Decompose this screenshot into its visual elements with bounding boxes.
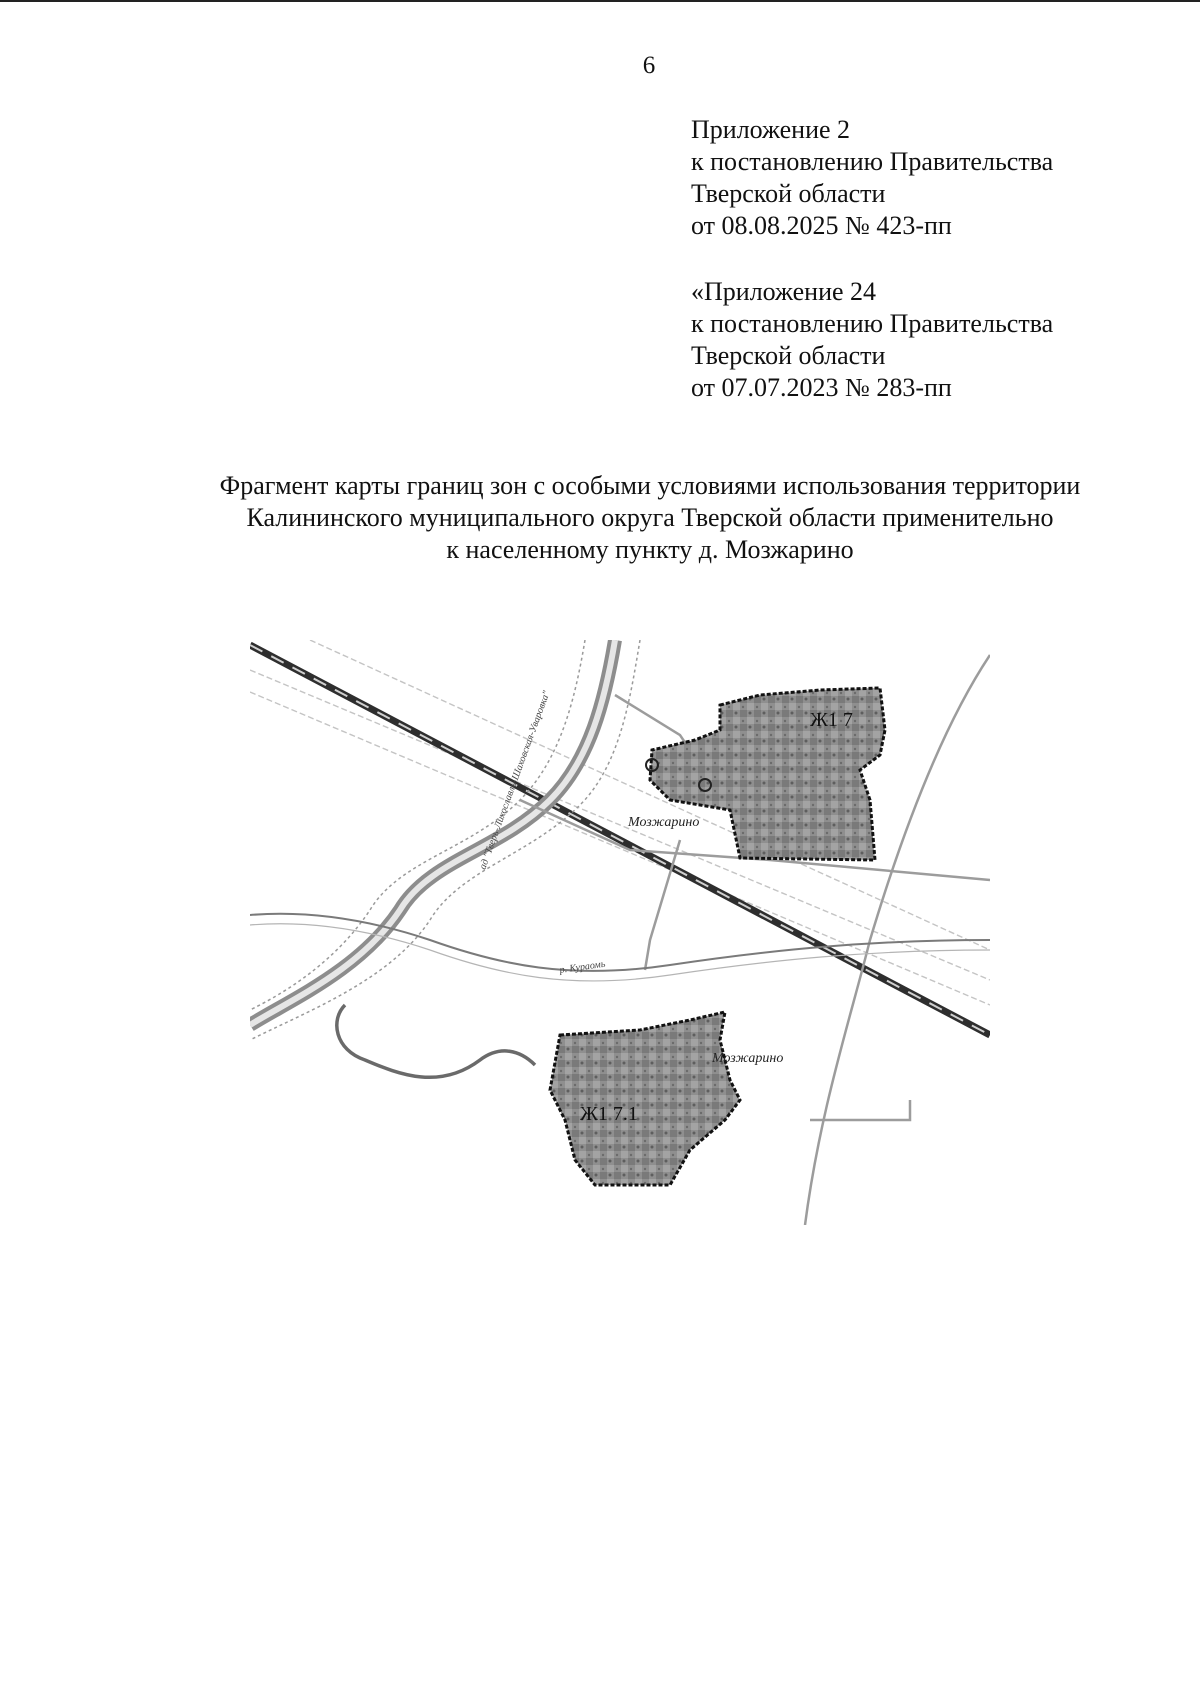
appendix-current-block <box>691 114 1053 242</box>
appendix-previous-block <box>691 276 1053 404</box>
document-title <box>150 470 1150 566</box>
road-label: ад "Тверь-Лихославль-Шаховская-Уваровка" <box>477 689 553 872</box>
zone-south-label: Ж1 7.1 <box>580 1103 638 1125</box>
page-top-border <box>0 0 1200 2</box>
zone-map-svg <box>250 640 990 1225</box>
title-line-3: к населенному пункту д. Мозжарино <box>446 535 854 564</box>
settlement-south-label: Мозжарино <box>712 1051 784 1066</box>
country-road <box>337 1005 535 1077</box>
settlement-north-label: Мозжарино <box>628 815 700 830</box>
appendix-current-line-4: от 08.08.2025 № 423-пп <box>691 211 952 240</box>
zone-north-label: Ж1 7 <box>810 709 853 731</box>
appendix-current-line-3: Тверской области <box>691 179 886 208</box>
appendix-previous-line-3: Тверской области <box>691 341 886 370</box>
appendix-current-line-1: Приложение 2 <box>691 115 851 144</box>
page-number: 6 <box>642 52 656 79</box>
zone-map <box>250 640 990 1225</box>
title-line-1: Фрагмент карты границ зон с особыми условиями использования территории <box>219 471 1081 500</box>
title-line-2: Калининского муниципального округа Тверской области применительно <box>246 503 1054 532</box>
river-label: р. Кураомь <box>558 958 607 976</box>
appendix-previous-line-4: от 07.07.2023 № 283-пп <box>691 373 952 402</box>
appendix-current-line-2: к постановлению Правительства <box>691 147 1054 176</box>
appendix-previous-line-2: к постановлению Правительства <box>691 309 1054 338</box>
zone-south-polygon <box>550 1012 740 1185</box>
highway <box>250 640 640 1040</box>
appendix-previous-line-1: «Приложение 24 <box>691 277 877 306</box>
